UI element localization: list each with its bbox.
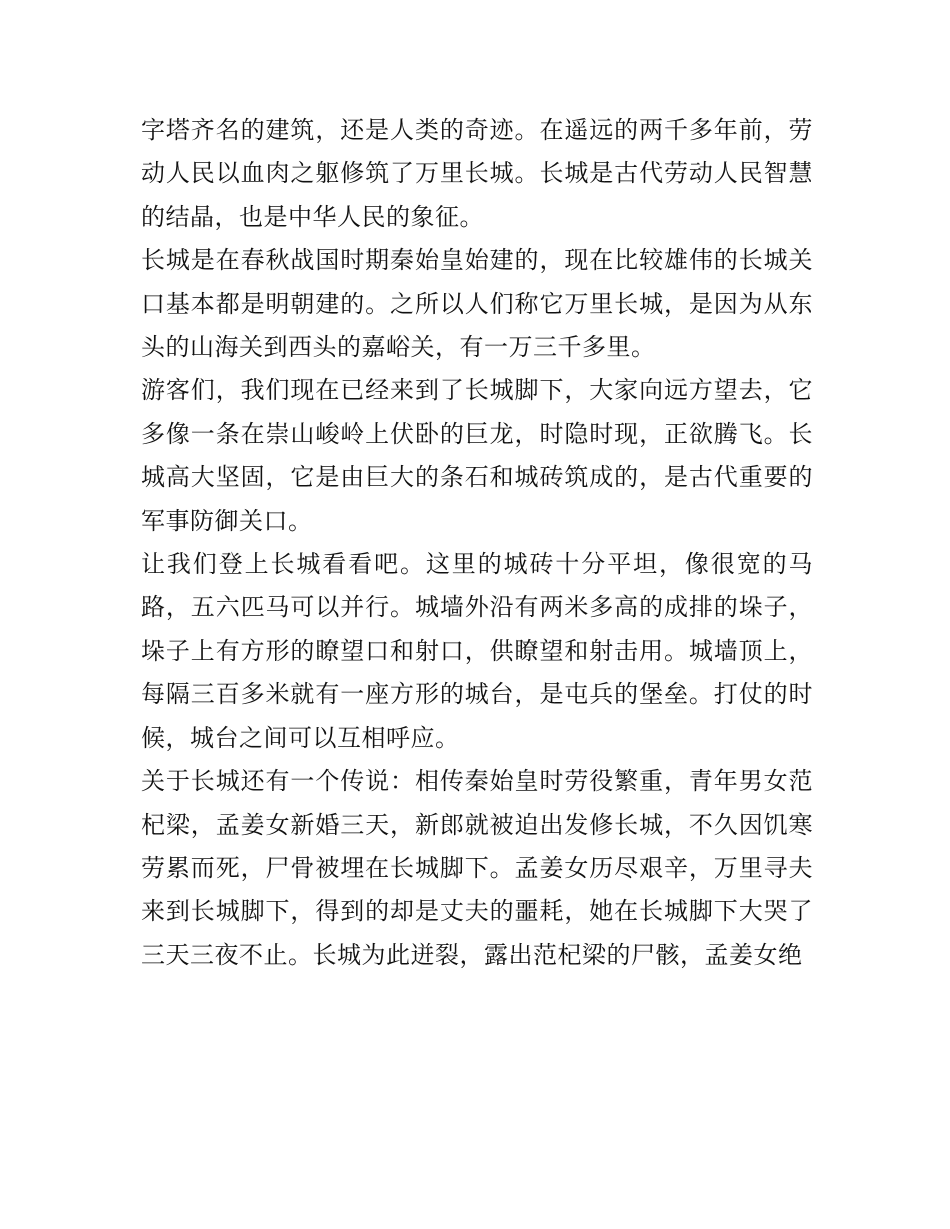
paragraph-history: 长城是在春秋战国时期秦始皇始建的，现在比较雄伟的长城关口基本都是明朝建的。之所以人们称它万里长城，是因为从东头的山海关到西头的嘉峪关，有一万三千多里。 [141, 246, 813, 362]
paragraph-legend: 关于长城还有一个传说：相传秦始皇时劳役繁重，青年男女范杞梁，孟姜女新婚三天，新郎就被迫出发修长城，不久因饥寒劳累而死，尸骨被埋在长城脚下。孟姜女历尽艰辛，万里寻夫来到长城脚下，得到的却是丈夫的噩耗，她在长城脚下大哭了三天三夜不止。长城为此迸裂，露出范杞梁的尸骸，孟姜女绝 [141, 767, 813, 969]
paragraph-intro-continued: 字塔齐名的建筑，还是人类的奇迹。在遥远的两千多年前，劳动人民以血肉之躯修筑了万里长城。长城是古代劳动人民智慧的结晶，也是中华人民的象征。 [141, 116, 813, 231]
paragraph-wall-top: 让我们登上长城看看吧。这里的城砖十分平坦，像很宽的马路，五六匹马可以并行。城墙外沿有两米多高的成排的垛子，垛子上有方形的瞭望口和射口，供瞭望和射击用。城墙顶上，每隔三百多米就有一座方形的城台，是屯兵的堡垒。打仗的时候，城台之间可以互相呼应。 [141, 550, 813, 752]
document-body [141, 109, 813, 977]
paragraph-view: 游客们，我们现在已经来到了长城脚下，大家向远方望去，它多像一条在崇山峻岭上伏卧的巨龙，时隐时现，正欲腾飞。长城高大坚固，它是由巨大的条石和城砖筑成的，是古代重要的军事防御关口。 [141, 376, 813, 535]
